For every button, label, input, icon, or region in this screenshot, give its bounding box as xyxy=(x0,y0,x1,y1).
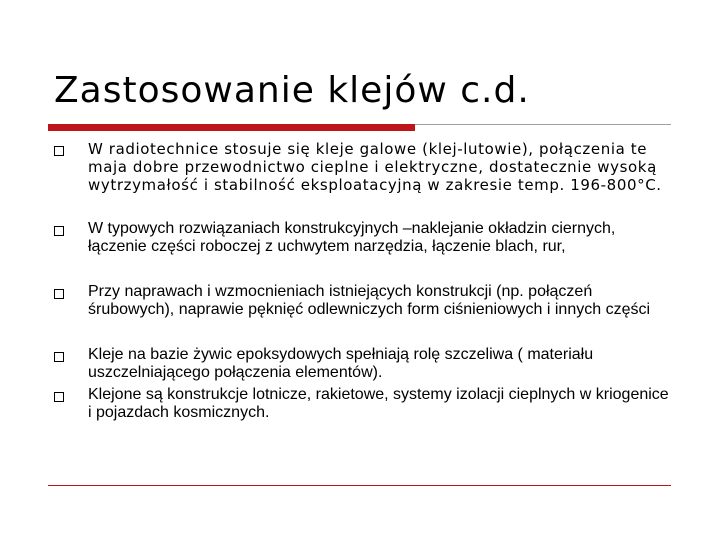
bullet-item xyxy=(54,346,674,386)
hollow-square-icon xyxy=(54,226,64,236)
bullet-text: W typowych rozwiązaniach konstrukcyjnych –naklejanie okładzin ciernych, łączenie części roboczej z uchwytem narzędzia, łączenie blach, rur, xyxy=(88,220,616,255)
bullet-item xyxy=(54,283,674,346)
footer-rule xyxy=(48,485,671,486)
bullet-text: Klejone są konstrukcje lotnicze, rakietowe, systemy izolacji cieplnych w kriogenice i pojazdach kosmicznych. xyxy=(88,386,669,421)
bullet-item xyxy=(54,220,674,283)
bullet-text: Przy naprawach i wzmocnieniach istniejących konstrukcji (np. połączeń śrubowych), naprawie pęknięć odlewniczych form ciśnieniowych i innych części xyxy=(88,283,651,318)
bullet-item xyxy=(54,386,674,426)
hollow-square-icon xyxy=(54,289,64,299)
hollow-square-icon xyxy=(54,146,64,156)
bullet-text: Kleje na bazie żywic epoksydowych spełniają rolę szczeliwa ( materiału uszczelniającego połączenia elementów). xyxy=(88,346,594,381)
slide-title: Zastosowanie klejów c.d. xyxy=(54,70,530,111)
title-underline-accent xyxy=(48,124,415,131)
bullet-list xyxy=(54,140,674,426)
hollow-square-icon xyxy=(54,352,64,362)
hollow-square-icon xyxy=(54,392,64,402)
bullet-item xyxy=(54,140,674,220)
bullet-text: W radiotechnice stosuje się kleje galowe (klej-lutowie), połączenia te maja dobre przewodnictwo cieplne i elektryczne, dostatecznie wysoką wytrzymałość i stabilność eksploatacyjną w zakresie temp. 196-800°C. xyxy=(88,140,662,194)
